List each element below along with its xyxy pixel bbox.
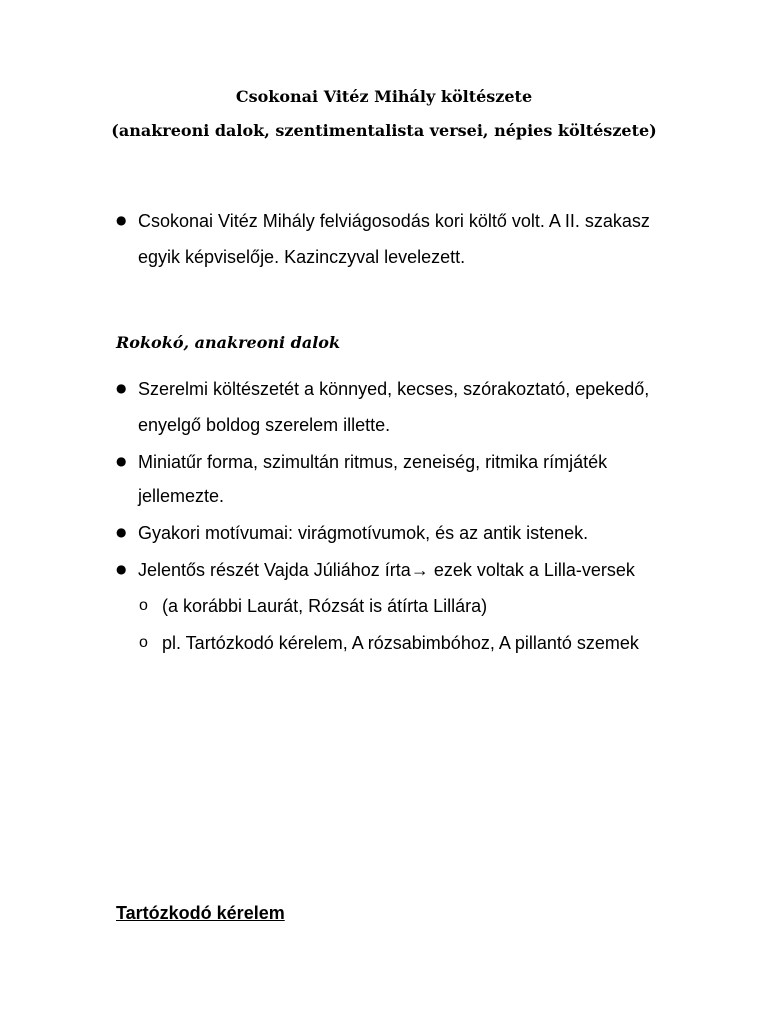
section-heading: Rokokó, anakreoni dalok (116, 333, 341, 352)
bullet-2-line2: jellemezte. (138, 486, 225, 506)
intro-bullet-line2: egyik képviselője. Kazinczyval levelezett. (138, 247, 466, 267)
bullet-1-line1: Szerelmi költészetét a könnyed, kecses, szórakoztató, epekedő, (138, 379, 650, 399)
sub-bullet-2: pl. Tartózkodó kérelem, A rózsabimbóhoz, A pillantó szemek (162, 633, 639, 653)
poem-heading: Tartózkodó kérelem (116, 903, 285, 923)
bullet-3-line1: Gyakori motívumai: virágmotívumok, és az antik istenek. (138, 523, 589, 543)
intro-bullet-line1: Csokonai Vitéz Mihály felviágosodás kori költő volt. A II. szakasz (138, 211, 650, 231)
sub-bullet-marker: o (139, 597, 148, 614)
bullet-2-line1: Miniatűr forma, szimultán ritmus, zeneiség, ritmika rímjáték (138, 452, 608, 472)
bullet-marker: ● (116, 381, 127, 395)
bullet-4-line1: Jelentős részét Vajda Júliához írta→ ezek voltak a Lilla-versek (138, 560, 635, 580)
bullet-marker: ● (116, 562, 127, 576)
document-subtitle: (anakreoni dalok, szentimentalista versei, népies költészete) (111, 121, 657, 140)
bullet-marker: ● (116, 213, 127, 227)
document-title: Csokonai Vitéz Mihály költészete (235, 87, 533, 106)
bullet-marker: ● (116, 525, 127, 539)
bullet-1-line2: enyelgő boldog szerelem illette. (138, 415, 391, 435)
bullet-marker: ● (116, 454, 127, 468)
sub-bullet-1: (a korábbi Laurát, Rózsát is átírta Lillára) (162, 596, 488, 616)
sub-bullet-marker: o (139, 634, 148, 651)
